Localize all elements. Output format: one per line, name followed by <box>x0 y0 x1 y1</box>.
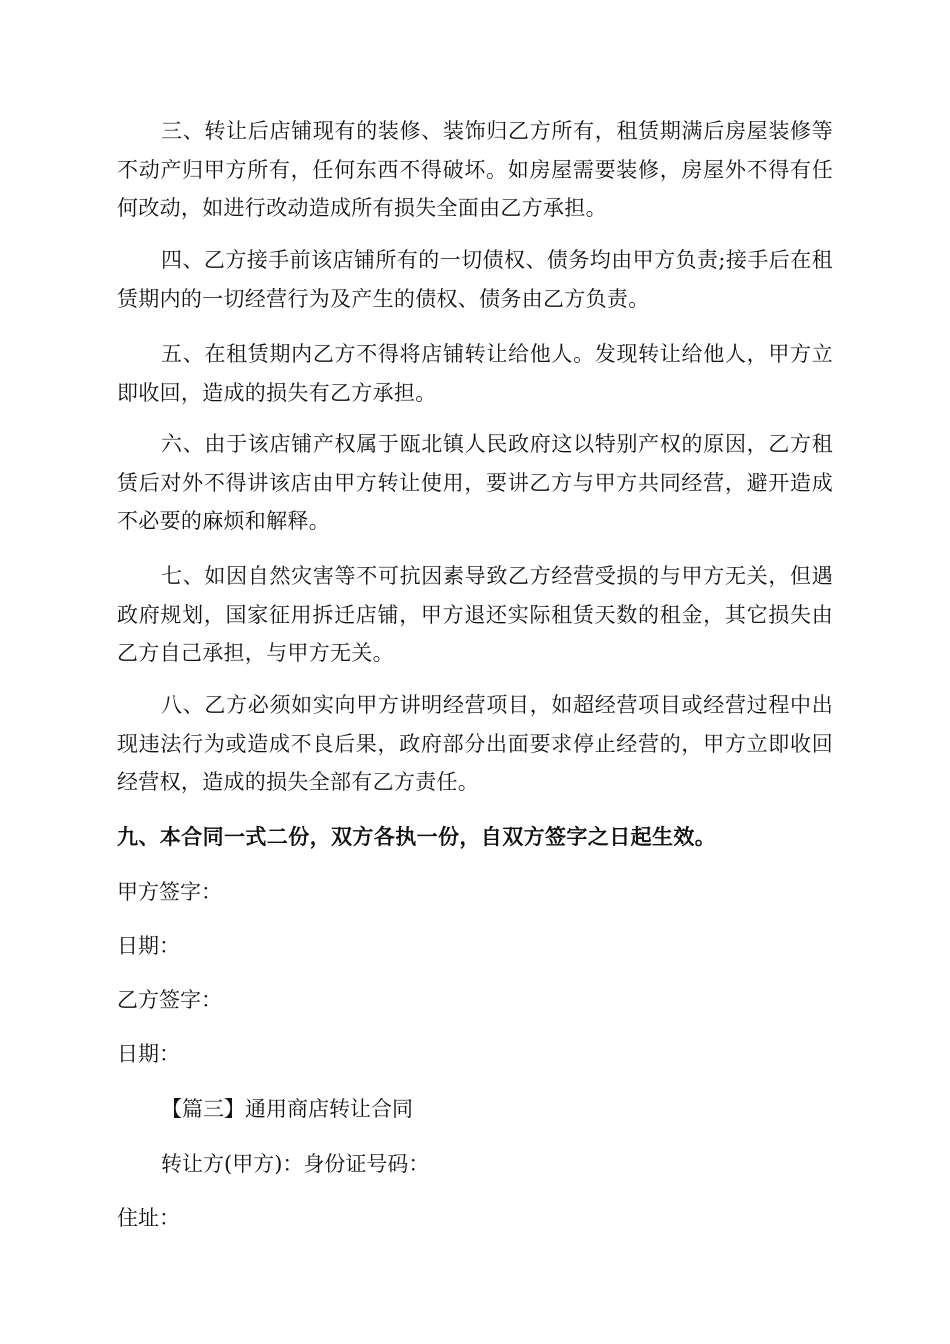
clause-5: 五、在租赁期内乙方不得将店铺转让给他人。发现转让给他人，甲方立即收回，造成的损失有乙方承担。 <box>117 342 833 405</box>
party-b-signature-label: 乙方签字： <box>117 988 222 1012</box>
clause-4: 四、乙方接手前该店铺所有的一切债权、债务均由甲方负责;接手后在租赁期内的一切经营行为及产生的债权、债务由乙方负责。 <box>117 248 833 311</box>
party-a-date-label: 日期： <box>117 934 180 958</box>
transferor-line: 转让方(甲方)：身份证号码： <box>161 1152 430 1176</box>
section-title: 【篇三】通用商店转让合同 <box>161 1097 413 1121</box>
clause-8: 八、乙方必须如实向甲方讲明经营项目，如超经营项目或经营过程中出现违法行为或造成不良后果，政府部分出面要求停止经营的，甲方立即收回经营权，造成的损失全部有乙方责任。 <box>117 693 833 794</box>
party-b-date-label: 日期： <box>117 1042 180 1066</box>
clause-3: 三、转让后店铺现有的装修、装饰归乙方所有，租赁期满后房屋装修等不动产归甲方所有，任何东西不得破坏。如房屋需要装修，房屋外不得有任何改动，如进行改动造成所有损失全面由乙方承担。 <box>117 119 833 220</box>
clause-7: 七、如因自然灾害等不可抗因素导致乙方经营受损的与甲方无关，但遇政府规划，国家征用拆迁店铺，甲方退还实际租赁天数的租金，其它损失由乙方自己承担，与甲方无关。 <box>117 564 833 665</box>
party-a-signature-label: 甲方签字： <box>117 880 222 904</box>
clause-9: 九、本合同一式二份，双方各执一份，自双方签字之日起生效。 <box>117 825 717 849</box>
clause-6: 六、由于该店铺产权属于瓯北镇人民政府这以特别产权的原因，乙方租赁后对外不得讲该店由甲方转让使用，要讲乙方与甲方共同经营，避开造成不必要的麻烦和解释。 <box>117 432 833 533</box>
address-label: 住址： <box>117 1206 180 1230</box>
